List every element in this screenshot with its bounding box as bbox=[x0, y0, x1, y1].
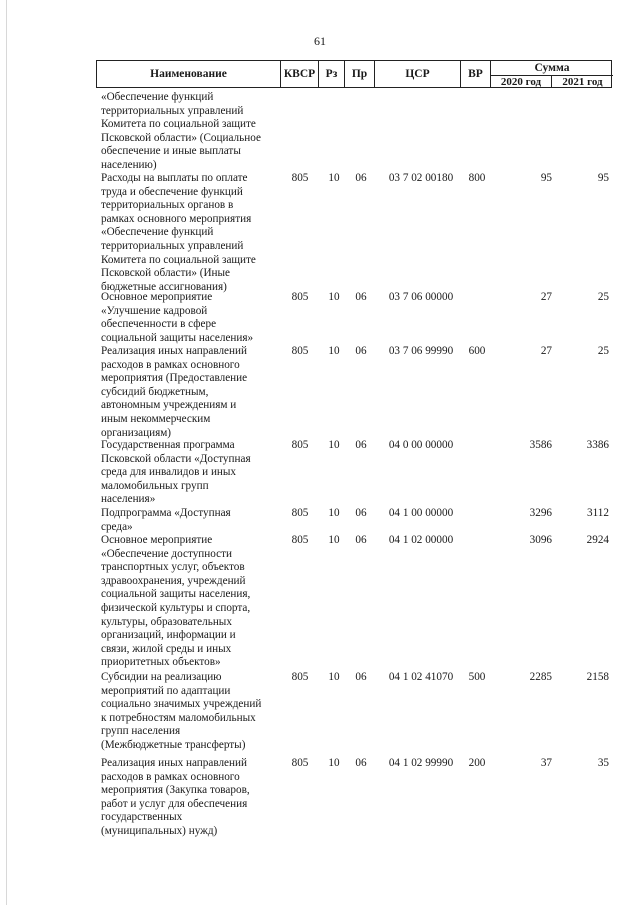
row-csr: 03 7 06 99990 bbox=[388, 345, 454, 357]
header-kvsr: КВСР bbox=[281, 61, 319, 87]
row-pr: 06 bbox=[355, 439, 367, 451]
row-rz: 10 bbox=[328, 757, 340, 769]
header-sum-group bbox=[491, 61, 613, 87]
row-csr: 03 7 06 00000 bbox=[388, 291, 454, 303]
row-rz: 10 bbox=[328, 439, 340, 451]
page-number: 61 bbox=[314, 34, 326, 48]
row-name: Основное мероприятие «Обеспечение доступности транспортных услуг, объектов здравоохранения, учреждений социальной защиты населения, физической культуры и спорта, культуры, образовательных организаций, информации и связи, жилой среды и иных приоритетных объектов» bbox=[101, 534, 251, 669]
row-csr: 04 0 00 00000 bbox=[388, 439, 454, 451]
row-name: Основное мероприятие «Улучшение кадровой обеспеченности в сфере социальной защиты населения» bbox=[101, 291, 254, 344]
row-name: Субсидии на реализацию мероприятий по адаптации социально значимых учреждений к потребностям маломобильных групп населения (Межбюджетные трансферты) bbox=[101, 671, 262, 751]
row-csr: 04 1 02 00000 bbox=[388, 534, 454, 546]
row-name: Государственная программа Псковской области «Доступная среда для инвалидов и иных маломобильных групп населения» bbox=[101, 439, 251, 506]
row-name: «Обеспечение функций территориальных управлений Комитета по социальной защите Псковской области» (Социальное обеспечение и иные выплаты населению) bbox=[101, 91, 261, 171]
row-kvsr: 805 bbox=[291, 291, 309, 303]
header-rz: Рз bbox=[319, 61, 345, 87]
row-pr: 06 bbox=[355, 345, 367, 357]
row-sum-2020: 3296 bbox=[529, 507, 552, 519]
row-name: Расходы на выплаты по оплате труда и обеспечение функций территориальных органов в рамках основного мероприятия «Обеспечение функций территориальных управлений Комитета по социальной защите Псковской области» (Иные бюджетные ассигнования) bbox=[101, 172, 256, 293]
row-csr: 04 1 00 00000 bbox=[388, 507, 454, 519]
row-kvsr: 805 bbox=[291, 507, 309, 519]
row-sum-2020: 3096 bbox=[529, 534, 552, 546]
row-sum-2021: 95 bbox=[597, 172, 609, 184]
row-kvsr: 805 bbox=[291, 757, 309, 769]
row-sum-2021: 2924 bbox=[586, 534, 609, 546]
row-sum-2021: 3112 bbox=[587, 507, 609, 519]
row-kvsr: 805 bbox=[291, 345, 309, 357]
row-csr: 04 1 02 99990 bbox=[388, 757, 454, 769]
row-pr: 06 bbox=[355, 757, 367, 769]
row-sum-2021: 3386 bbox=[586, 439, 609, 451]
row-sum-2020: 95 bbox=[540, 172, 552, 184]
table-header bbox=[96, 60, 612, 88]
row-vr: 500 bbox=[468, 671, 486, 683]
row-kvsr: 805 bbox=[291, 534, 309, 546]
row-csr: 04 1 02 41070 bbox=[388, 671, 454, 683]
left-margin-line bbox=[6, 0, 7, 905]
row-sum-2020: 27 bbox=[540, 291, 552, 303]
row-pr: 06 bbox=[355, 671, 367, 683]
row-csr: 03 7 02 00180 bbox=[388, 172, 454, 184]
row-name: Реализация иных направлений расходов в рамках основного мероприятия (Предоставление субсидий бюджетным, автономным учреждениям и иным некоммерческим организациям) bbox=[101, 345, 248, 439]
header-year-2020: 2020 год bbox=[491, 75, 552, 88]
row-rz: 10 bbox=[328, 291, 340, 303]
row-kvsr: 805 bbox=[291, 172, 309, 184]
header-csr: ЦСР bbox=[375, 61, 461, 87]
row-name: Подпрограмма «Доступная среда» bbox=[101, 507, 231, 533]
row-sum-2021: 35 bbox=[597, 757, 609, 769]
row-sum-2020: 2285 bbox=[529, 671, 552, 683]
header-vr: ВР bbox=[461, 61, 491, 87]
row-pr: 06 bbox=[355, 507, 367, 519]
row-sum-2021: 25 bbox=[597, 291, 609, 303]
row-name: Реализация иных направлений расходов в рамках основного мероприятия (Закупка товаров, работ и услуг для обеспечения государственных (муниципальных) нужд) bbox=[101, 757, 250, 837]
row-pr: 06 bbox=[355, 534, 367, 546]
row-pr: 06 bbox=[355, 291, 367, 303]
row-sum-2021: 25 bbox=[597, 345, 609, 357]
header-year-2021: 2021 год bbox=[562, 75, 603, 88]
row-kvsr: 805 bbox=[291, 439, 309, 451]
header-name: Наименование bbox=[97, 61, 281, 87]
row-sum-2020: 37 bbox=[540, 757, 552, 769]
header-pr: Пр bbox=[345, 61, 375, 87]
row-sum-2020: 3586 bbox=[529, 439, 552, 451]
row-vr: 800 bbox=[468, 172, 486, 184]
row-rz: 10 bbox=[328, 671, 340, 683]
row-pr: 06 bbox=[355, 172, 367, 184]
row-rz: 10 bbox=[328, 507, 340, 519]
row-rz: 10 bbox=[328, 345, 340, 357]
row-rz: 10 bbox=[328, 534, 340, 546]
row-rz: 10 bbox=[328, 172, 340, 184]
row-kvsr: 805 bbox=[291, 671, 309, 683]
row-vr: 200 bbox=[468, 757, 486, 769]
row-sum-2021: 2158 bbox=[586, 671, 609, 683]
row-vr: 600 bbox=[468, 345, 486, 357]
row-sum-2020: 27 bbox=[540, 345, 552, 357]
header-sum: Сумма bbox=[491, 61, 613, 76]
